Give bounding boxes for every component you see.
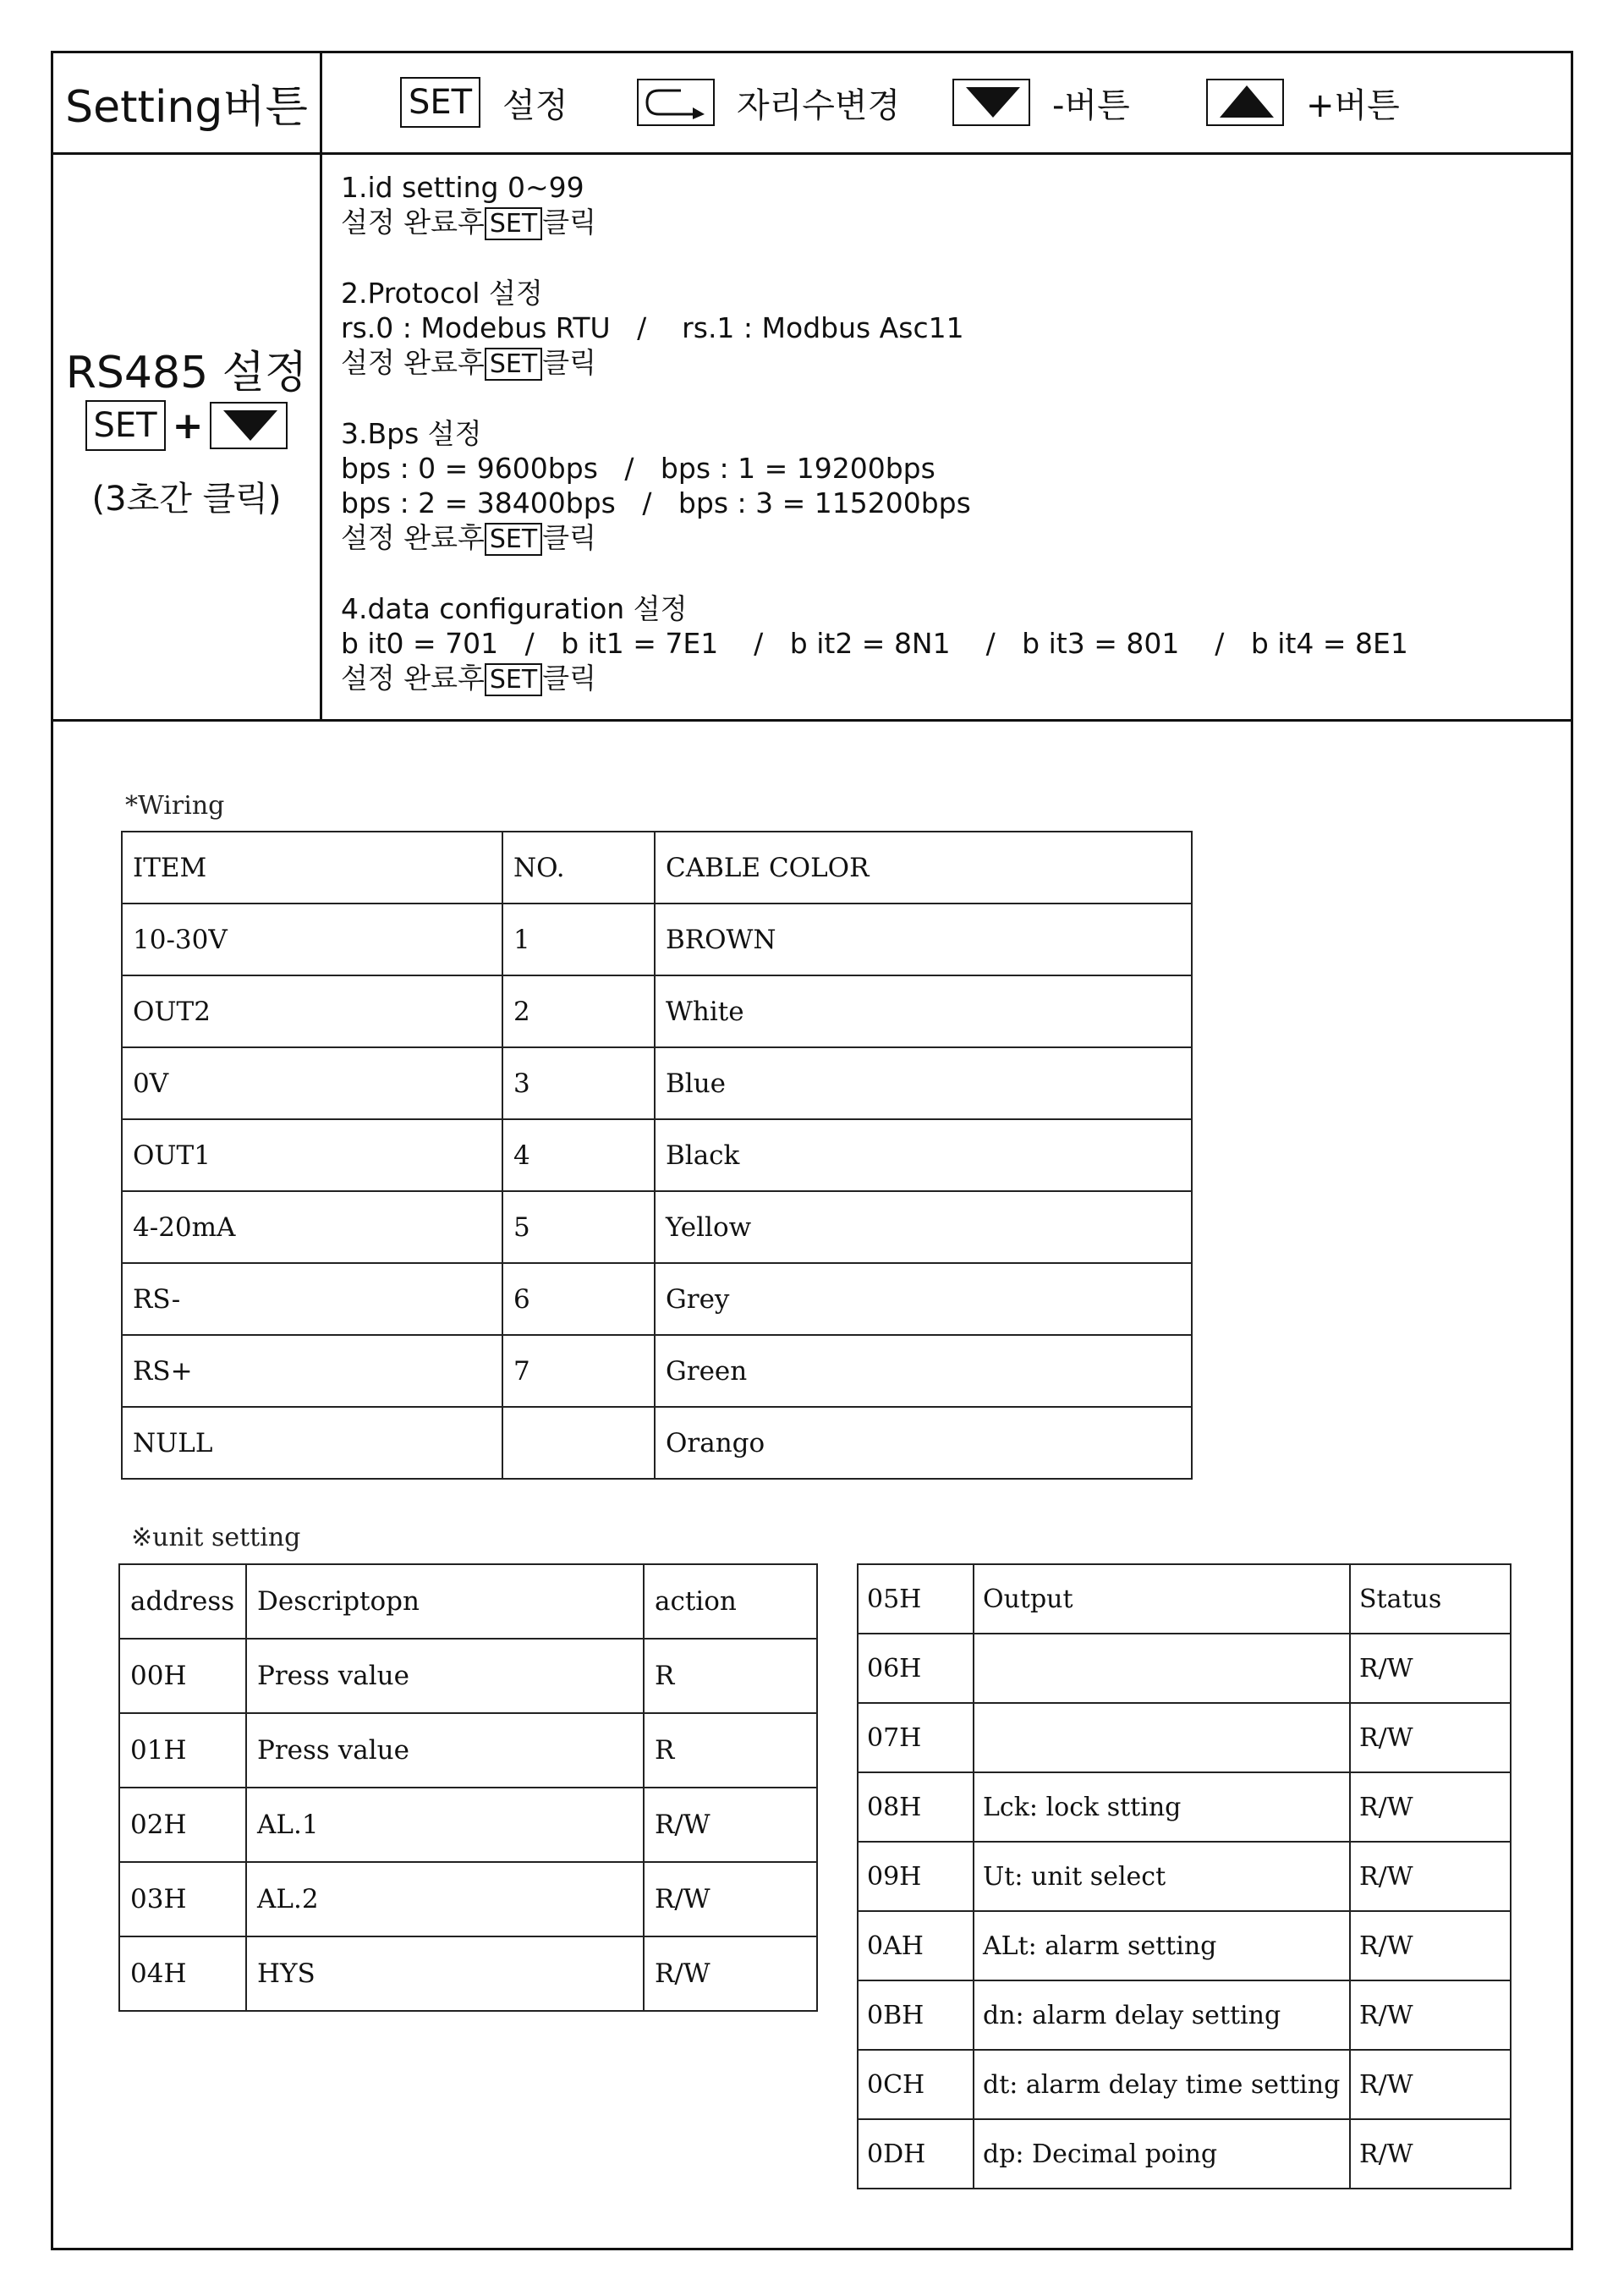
plus-key-description: +버튼 xyxy=(1306,85,1400,125)
unit-row xyxy=(858,1980,1511,2050)
table-cell: Press value xyxy=(246,1639,644,1713)
table-cell: R/W xyxy=(1350,1980,1511,2050)
minus-button-legend xyxy=(952,77,1130,128)
unit-row xyxy=(858,1703,1511,1772)
wiring-row xyxy=(122,1119,1192,1191)
settings-button-header-row xyxy=(53,53,1571,155)
unit-row xyxy=(119,1639,817,1713)
down-triangle-icon xyxy=(210,402,288,449)
table-cell: 0V xyxy=(122,1047,502,1119)
step-confirm: 설정 완료후 SET 클릭 xyxy=(341,346,596,379)
table-cell: Orango xyxy=(655,1407,1192,1479)
wiring-row xyxy=(122,904,1192,975)
table-cell: Yellow xyxy=(655,1191,1192,1263)
table-cell: HYS xyxy=(246,1936,644,2011)
table-cell: R/W xyxy=(1350,2050,1511,2119)
table-cell: Ut: unit select xyxy=(974,1842,1350,1911)
step-id-setting xyxy=(341,170,1559,241)
table-cell: R/W xyxy=(1350,2119,1511,2189)
table-cell: 06H xyxy=(858,1634,974,1703)
table-cell: R/W xyxy=(644,1788,817,1862)
step-confirm: 설정 완료후 SET 클릭 xyxy=(341,521,596,554)
table-cell: Lck: lock stting xyxy=(974,1772,1350,1842)
unit-row-header xyxy=(858,1564,1511,1634)
table-cell: 07H xyxy=(858,1703,974,1772)
table-cell: OUT2 xyxy=(122,975,502,1047)
plus-sign: + xyxy=(172,404,204,448)
table-cell: 09H xyxy=(858,1842,974,1911)
table-cell: 0DH xyxy=(858,2119,974,2189)
unit-row xyxy=(858,1634,1511,1703)
table-cell: R/W xyxy=(1350,1634,1511,1703)
unit-row xyxy=(119,1713,817,1788)
unit-setting-table-left xyxy=(118,1563,818,2012)
wiring-row xyxy=(122,1047,1192,1119)
set-key-label: SET xyxy=(85,400,166,451)
column-header: action xyxy=(644,1564,817,1639)
unit-setting-table-right xyxy=(857,1563,1512,2189)
table-cell: dn: alarm delay setting xyxy=(974,1980,1350,2050)
set-key-label: SET xyxy=(485,348,542,381)
wiring-row xyxy=(122,975,1192,1047)
set-button-legend xyxy=(400,77,568,128)
table-cell: 04H xyxy=(119,1936,246,2011)
table-cell: 6 xyxy=(502,1263,655,1335)
shift-button-legend xyxy=(637,77,900,128)
table-cell: R/W xyxy=(1350,1842,1511,1911)
column-header: Output xyxy=(974,1564,1350,1634)
set-key-label: SET xyxy=(485,207,542,240)
unit-row xyxy=(119,1788,817,1862)
table-cell: 1 xyxy=(502,904,655,975)
table-cell: 0BH xyxy=(858,1980,974,2050)
step-confirm: 설정 완료후 SET 클릭 xyxy=(341,662,596,695)
table-cell: 0AH xyxy=(858,1911,974,1980)
table-cell: 2 xyxy=(502,975,655,1047)
step-data-configuration xyxy=(341,591,1559,697)
table-cell xyxy=(974,1634,1350,1703)
unit-setting-title: ※unit setting xyxy=(131,1523,301,1552)
wiring-row xyxy=(122,1191,1192,1263)
table-cell: AL.2 xyxy=(246,1862,644,1936)
column-header: NO. xyxy=(502,832,655,904)
rs485-hold-note: (3초간 클릭) xyxy=(91,480,282,519)
table-cell: 3 xyxy=(502,1047,655,1119)
step-protocol xyxy=(341,276,1559,382)
setting-button-title: Setting버튼 xyxy=(53,53,322,152)
step-line: bps : 2 = 38400bps / bps : 3 = 115200bps xyxy=(341,486,971,519)
table-cell: ALt: alarm setting xyxy=(974,1911,1350,1980)
table-cell: 03H xyxy=(119,1862,246,1936)
down-triangle-icon xyxy=(952,79,1030,126)
rs485-title: RS485 설정 xyxy=(65,348,308,398)
table-cell: R xyxy=(644,1639,817,1713)
shift-arrow-icon xyxy=(637,79,715,126)
table-cell: R/W xyxy=(1350,1703,1511,1772)
table-cell: 4 xyxy=(502,1119,655,1191)
table-cell: R/W xyxy=(1350,1911,1511,1980)
wiring-row xyxy=(122,1335,1192,1407)
plus-button-legend xyxy=(1206,77,1400,128)
step-line: 4.data configuration 설정 xyxy=(341,592,688,625)
table-cell: BROWN xyxy=(655,904,1192,975)
table-cell xyxy=(974,1703,1350,1772)
set-key-label: SET xyxy=(485,663,542,696)
step-line: b it0 = 701 / b it1 = 7E1 / b it2 = 8N1 / b it3 = 801 / b it4 = 8E1 xyxy=(341,627,1408,660)
unit-row xyxy=(858,2119,1511,2189)
table-cell: 02H xyxy=(119,1788,246,1862)
rs485-settings-row xyxy=(53,155,1571,722)
wiring-title: *Wiring xyxy=(125,791,225,821)
table-cell: R/W xyxy=(1350,1772,1511,1842)
minus-key-description: -버튼 xyxy=(1052,85,1130,125)
column-header: Status xyxy=(1350,1564,1511,1634)
table-cell: R xyxy=(644,1713,817,1788)
unit-row xyxy=(858,1842,1511,1911)
unit-row xyxy=(858,1911,1511,1980)
table-cell: Press value xyxy=(246,1713,644,1788)
table-cell: Grey xyxy=(655,1263,1192,1335)
step-bps xyxy=(341,416,1559,557)
table-cell: 10-30V xyxy=(122,904,502,975)
rs485-steps xyxy=(341,170,1559,732)
table-cell: RS- xyxy=(122,1263,502,1335)
step-line: 3.Bps 설정 xyxy=(341,417,482,450)
rs485-key-combo xyxy=(53,400,320,451)
table-cell: AL.1 xyxy=(246,1788,644,1862)
unit-row-header xyxy=(119,1564,817,1639)
table-cell: Green xyxy=(655,1335,1192,1407)
set-key-description: 설정 xyxy=(502,85,568,125)
table-cell: OUT1 xyxy=(122,1119,502,1191)
table-cell: dt: alarm delay time setting xyxy=(974,2050,1350,2119)
table-cell: dp: Decimal poing xyxy=(974,2119,1350,2189)
table-cell: Black xyxy=(655,1119,1192,1191)
wiring-row xyxy=(122,1263,1192,1335)
table-cell: 08H xyxy=(858,1772,974,1842)
wiring-row xyxy=(122,1407,1192,1479)
step-line: 1.id setting 0~99 xyxy=(341,171,584,204)
step-line: bps : 0 = 9600bps / bps : 1 = 19200bps xyxy=(341,452,935,485)
set-key-label: SET xyxy=(400,77,480,128)
table-cell: R/W xyxy=(644,1936,817,2011)
table-cell: Blue xyxy=(655,1047,1192,1119)
table-cell: 00H xyxy=(119,1639,246,1713)
column-header: ITEM xyxy=(122,832,502,904)
unit-row xyxy=(858,2050,1511,2119)
table-cell: White xyxy=(655,975,1192,1047)
table-cell xyxy=(502,1407,655,1479)
unit-row xyxy=(119,1862,817,1936)
set-key-label: SET xyxy=(485,523,542,556)
table-cell: 7 xyxy=(502,1335,655,1407)
unit-row xyxy=(119,1936,817,2011)
wiring-row-header xyxy=(122,832,1192,904)
shift-key-description: 자리수변경 xyxy=(737,85,901,125)
table-cell: 0CH xyxy=(858,2050,974,2119)
column-header: Descriptopn xyxy=(246,1564,644,1639)
rs485-key-combo-cell xyxy=(53,155,322,719)
column-header: address xyxy=(119,1564,246,1639)
step-line: rs.0 : Modebus RTU / rs.1 : Modbus Asc11 xyxy=(341,311,964,344)
table-cell: 01H xyxy=(119,1713,246,1788)
table-cell: RS+ xyxy=(122,1335,502,1407)
table-cell: R/W xyxy=(644,1862,817,1936)
step-line: 2.Protocol 설정 xyxy=(341,277,543,310)
table-cell: 5 xyxy=(502,1191,655,1263)
column-header: CABLE COLOR xyxy=(655,832,1192,904)
step-confirm: 설정 완료후 SET 클릭 xyxy=(341,206,596,239)
table-cell: 4-20mA xyxy=(122,1191,502,1263)
up-triangle-icon xyxy=(1206,79,1284,126)
column-header: 05H xyxy=(858,1564,974,1634)
unit-row xyxy=(858,1772,1511,1842)
wiring-table xyxy=(121,831,1193,1480)
table-cell: NULL xyxy=(122,1407,502,1479)
